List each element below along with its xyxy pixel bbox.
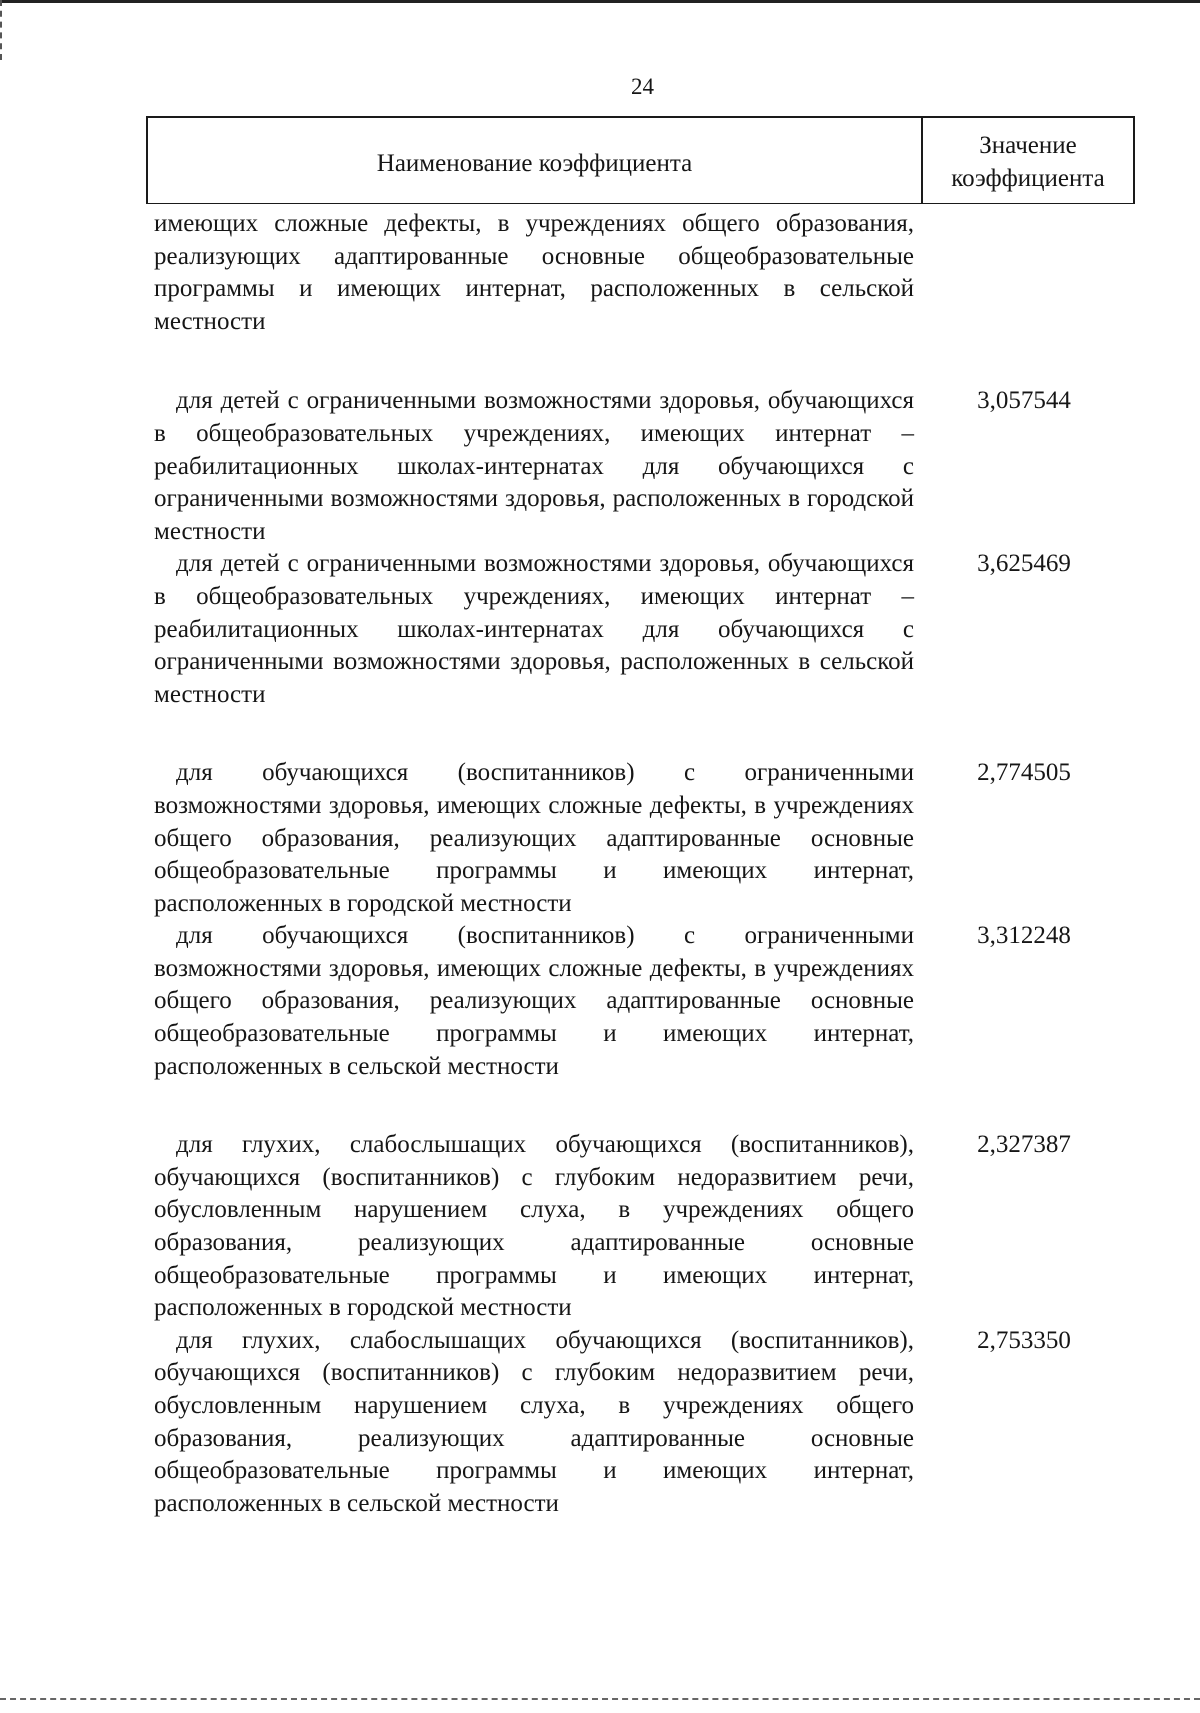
scan-edge-top bbox=[0, 0, 1200, 3]
row-text: для глухих, слабослышащих обучающихся (воспитанников), обучающихся (воспитанников) с глубоким недоразвитием речи, обусловленным нарушением слуха, в учреждениях общего образования, реализующих адаптированные основные общеобразовательные программы и имеющих интернат, расположенных в городской местности bbox=[154, 1131, 914, 1322]
row-value: 2,327387 bbox=[977, 1131, 1071, 1159]
scan-edge-bottom bbox=[0, 1698, 1200, 1700]
header-bottom-border bbox=[146, 203, 1135, 204]
table-header bbox=[146, 116, 1135, 204]
row-text: для детей с ограниченными возможностями здоровья, обучающихся в общеобразовательных учреждениях, имеющих интернат – реабилитационных школах-интернатах для обучающихся с ограниченными возможностями здоровья, расположенных в городской местности bbox=[154, 387, 914, 545]
table-row bbox=[154, 757, 1154, 920]
row-value: 2,774505 bbox=[977, 759, 1071, 787]
coefficient-table-body bbox=[154, 208, 1154, 1520]
row-value: 3,625469 bbox=[977, 550, 1071, 578]
row-text: для глухих, слабослышащих обучающихся (воспитанников), обучающихся (воспитанников) с глубоким недоразвитием речи, обусловленным нарушением слуха, в учреждениях общего образования, реализующих адаптированные основные общеобразовательные программы и имеющих интернат, расположенных в сельской местности bbox=[154, 1326, 914, 1517]
header-value-line1: Значение bbox=[979, 132, 1077, 159]
header-value-column bbox=[923, 118, 1133, 204]
row-value: 3,057544 bbox=[977, 387, 1071, 415]
table-row bbox=[154, 1129, 1154, 1325]
row-value: 3,312248 bbox=[977, 922, 1071, 950]
header-name-column: Наименование коэффициента bbox=[148, 118, 923, 204]
row-text: для обучающихся (воспитанников) с ограниченными возможностями здоровья, имеющих сложные дефекты, в учреждениях общего образования, реализующих адаптированные основные общеобразовательные программы и имеющих интернат, расположенных в сельской местности bbox=[154, 922, 914, 1080]
header-value-line2: коэффициента bbox=[951, 165, 1105, 192]
table-row bbox=[154, 548, 1154, 711]
row-text: для детей с ограниченными возможностями здоровья, обучающихся в общеобразовательных учреждениях, имеющих интернат – реабилитационных школах-интернатах для обучающихся с ограниченными возможностями здоровья, расположенных в сельской местности bbox=[154, 550, 914, 708]
table-row bbox=[154, 920, 1154, 1083]
table-row bbox=[154, 1325, 1154, 1521]
table-row bbox=[154, 208, 1154, 338]
row-value: 2,753350 bbox=[977, 1326, 1071, 1354]
row-text: имеющих сложные дефекты, в учреждениях общего образования, реализующих адаптированные основные общеобразовательные программы и имеющих интернат, расположенных в сельской местности bbox=[154, 210, 914, 335]
table-row bbox=[154, 385, 1154, 548]
page-number: 24 bbox=[631, 74, 654, 99]
scan-edge-left bbox=[0, 0, 4, 60]
row-text: для обучающихся (воспитанников) с ограниченными возможностями здоровья, имеющих сложные дефекты, в учреждениях общего образования, реализующих адаптированные основные общеобразовательные программы и имеющих интернат, расположенных в городской местности bbox=[154, 759, 914, 917]
